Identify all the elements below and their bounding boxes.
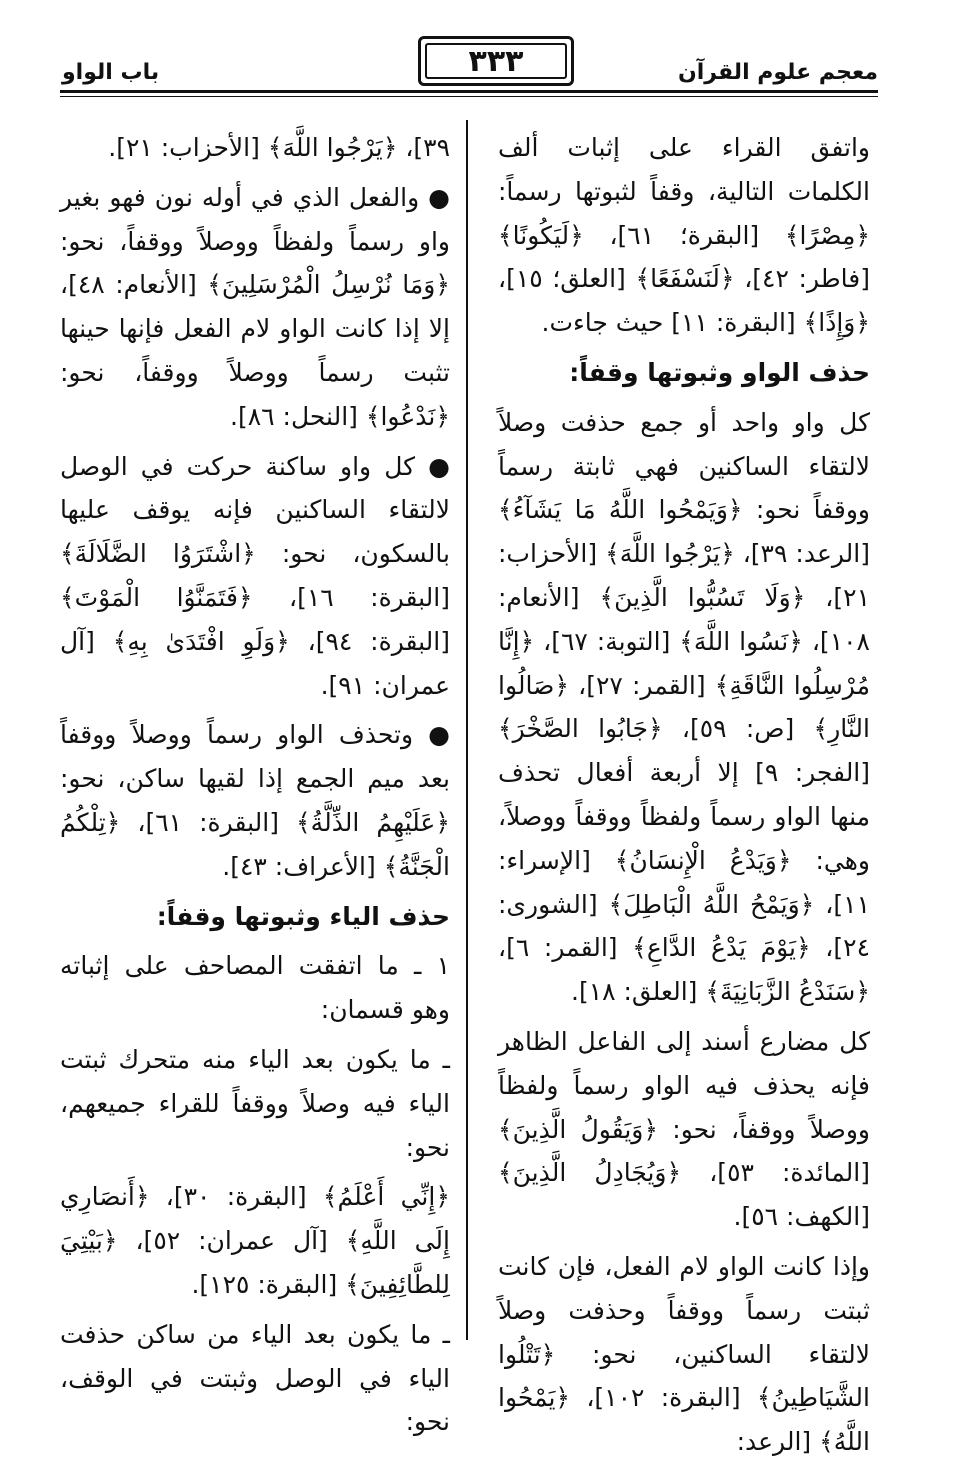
book-title: معجم علوم القرآن xyxy=(677,60,878,85)
paragraph: ١ ـ ما اتفقت المصاحف على إثباته وهو قسمان: xyxy=(60,951,450,1025)
paragraph: وإذا كانت الواو لام الفعل، فإن كانت ثبتت رسماً ووقفاً وحذفت وصلاً لالتقاء الساكنين، نحو: ﴿تَتْلُوا الشَّيَاطِينُ﴾ [البقرة: ١٠٢]، ﴿يَمْحُوا اللَّهُ﴾ [الرعد: xyxy=(498,1251,870,1457)
paragraph: كل مضارع أسند إلى الفاعل الظاهر فإنه يحذف فيه الواو رسماً ولفظاً ووصلاً ووقفاً، نحو: ﴿وَيَقُولُ الَّذِينَ﴾ [المائدة: ٥٣]، ﴿وَيُجَادِلُ الَّذِينَ﴾ [الكهف: ٥٦]. xyxy=(498,1026,870,1232)
page-number-box xyxy=(418,36,574,86)
paragraph: ﴿إِنِّي أَعْلَمُ﴾ [البقرة: ٣٠]، ﴿أَنصَارِي إِلَى اللَّهِ﴾ [آل عمران: ٥٢]، ﴿بَيْتِيَ لِلطَّائِفِينَ﴾ [البقرة: ١٢٥]. xyxy=(60,1182,450,1299)
paragraph: ● كل واو ساكنة حركت في الوصل لالتقاء الساكنين فإنه يوقف عليها بالسكون، نحو: ﴿اشْتَرَوُا الضَّلَالَةَ﴾ [البقرة: ١٦]، ﴿فَتَمَنَّوُا الْمَوْتَ﴾ [البقرة: ٩٤]، ﴿وَلَوِ افْتَدَىٰ بِهِ﴾ [آل عمران: ٩١]. xyxy=(60,451,450,700)
paragraph: ● وتحذف الواو رسماً ووصلاً ووقفاً بعد ميم الجمع إذا لقيها ساكن، نحو: ﴿عَلَيْهِمُ الذِّلَّةُ﴾ [البقرة: ٦١]، ﴿تِلْكُمُ الْجَنَّةُ﴾ [الأعراف: ٤٣]. xyxy=(60,720,450,881)
section-heading: حذف الواو وثبوتها وقفاً: xyxy=(569,357,870,387)
paragraph: واتفق القراء على إثبات ألف الكلمات التالية، وقفاً لثبوتها رسماً: ﴿مِصْرًا﴾ [البقرة؛ ٦١]، ﴿لَيَكُونًا﴾ [فاطر: ٤٢]، ﴿لَنَسْفَعًا﴾ [العلق؛ ١٥]، ﴿وَإِذًا﴾ [البقرة: ١١] حيث جاءت. xyxy=(498,133,870,338)
paragraph: ● والفعل الذي في أوله نون فهو بغير واو رسماً ولفظاً ووصلاً ووقفاً، نحو: ﴿وَمَا نُرْسِلُ الْمُرْسَلِينَ﴾ [الأنعام: ٤٨]، إلا إذا كانت الواو لام الفعل فإنها حينها تثبت رسماً ووصلاً ووقفاً، نحو: ﴿نَدْعُوا﴾ [النحل: ٨٦]. xyxy=(60,182,450,431)
chapter-title: باب الواو xyxy=(62,60,160,85)
page-number: ٣٣٣ xyxy=(468,43,524,79)
paragraph: ـ ما يكون بعد الياء منه متحرك ثبتت الياء فيه وصلاً ووقفاً للقراء جميعهم، نحو: xyxy=(60,1044,450,1162)
header-rule-thin xyxy=(60,96,878,97)
paragraph: ـ ما يكون بعد الياء من ساكن حذفت الياء في الوصل وثبتت في الوقف، نحو: xyxy=(60,1319,450,1437)
page-header xyxy=(60,22,878,94)
header-rule xyxy=(60,90,878,93)
column-divider xyxy=(466,120,468,1340)
paragraph: ٣٩]، ﴿يَرْجُوا اللَّهَ﴾ [الأحزاب: ٢١]. xyxy=(108,133,450,162)
paragraph: كل واو واحد أو جمع حذفت وصلاً لالتقاء الساكنين فهي ثابتة رسماً ووقفاً نحو: ﴿وَيَمْحُوا اللَّهُ مَا يَشَآءُ﴾ [الرعد: ٣٩]، ﴿يَرْجُوا اللَّهَ﴾ [الأحزاب: ٢١]، ﴿وَلَا تَسُبُّوا الَّذِينَ﴾ [الأنعام: ١٠٨]، ﴿نَسُوا اللَّهَ﴾ [التوبة: ٦٧]، ﴿إِنَّا مُرْسِلُوا النَّاقَةِ﴾ [القمر: ٢٧]، ﴿صَالُوا النَّارِ﴾ [ص: ٥٩]، ﴿جَابُوا الصَّخْرَ﴾ [الفجر: ٩] إلا أربعة أفعال تحذف منها الواو رسماً ولفظاً ووقفاً ووصلاً، وهي: ﴿وَيَدْعُ الْإِنسَانُ﴾ [الإسراء: ١١]، ﴿وَيَمْحُ اللَّهُ الْبَاطِلَ﴾ [الشورى: ٢٤]، ﴿يَوْمَ يَدْعُ الدَّاعِ﴾ [القمر: ٦]، ﴿سَنَدْعُ الزَّبَانِيَةَ﴾ [العلق: ١٨]. xyxy=(498,407,871,1007)
right-column xyxy=(498,126,870,1470)
left-column xyxy=(60,126,450,1450)
section-heading: حذف الياء وثبوتها وقفاً: xyxy=(156,901,450,931)
